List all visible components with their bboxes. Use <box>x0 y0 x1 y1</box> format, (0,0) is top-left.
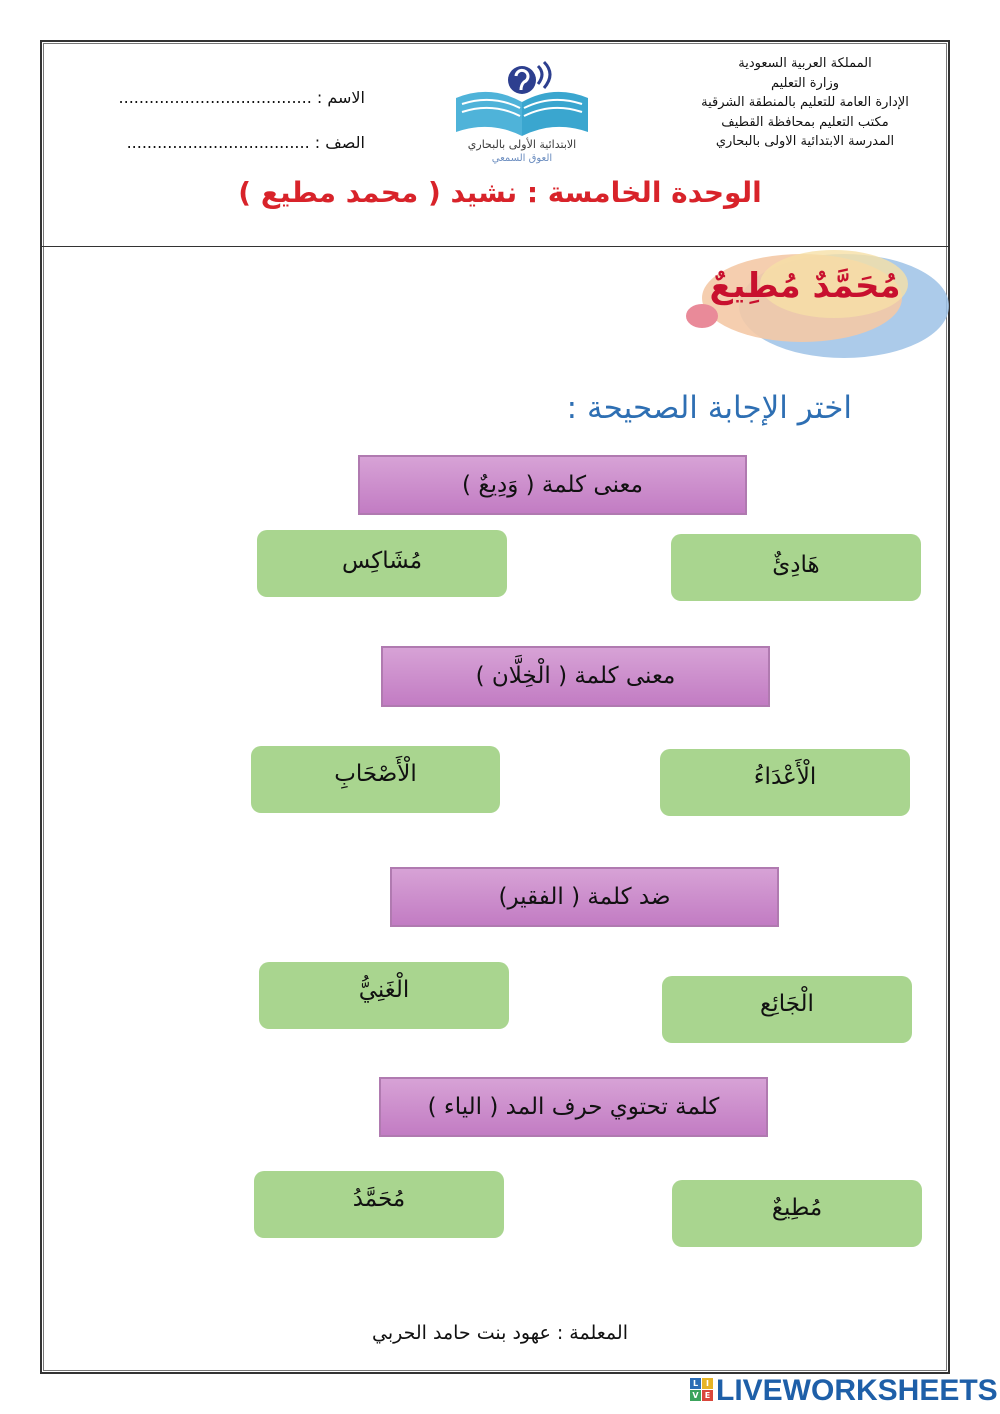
banner-title: مُحَمَّدٌ مُطِيعٌ <box>709 266 901 306</box>
question-4-prompt: كلمة تحتوي حرف المد ( الياء ) <box>379 1077 768 1137</box>
school-logo <box>452 58 592 164</box>
open-book-ear-icon <box>452 58 592 140</box>
question-2-option-2[interactable]: الْأَصْحَابِ <box>251 746 500 813</box>
liveworksheets-text: LIVEWORKSHEETS <box>716 1374 998 1407</box>
logo-letter-e: E <box>702 1390 713 1401</box>
question-1-prompt: معنى كلمة ( وَدِيعٌ ) <box>358 455 747 515</box>
ministry-line-directorate: الإدارة العامة للتعليم بالمنطقة الشرقية <box>701 95 909 110</box>
ministry-line-school: المدرسة الابتدائية الاولى بالبحاري <box>715 134 895 149</box>
question-3-option-2[interactable]: الْغَنِيُّ <box>259 962 509 1029</box>
question-3-option-1[interactable]: الْجَائِع <box>662 976 912 1043</box>
question-4-option-1[interactable]: مُطِيعٌ <box>672 1180 922 1247</box>
ministry-line-country: المملكة العربية السعودية <box>738 56 872 71</box>
class-label: الصف : <box>314 133 365 152</box>
instruction-heading: اختر الإجابة الصحيحة : <box>566 390 852 426</box>
question-2-option-1[interactable]: الْأَعْدَاءُ <box>660 749 910 816</box>
student-class-field[interactable] <box>127 133 365 152</box>
question-1-option-1[interactable]: هَادِئٌ <box>671 534 921 601</box>
logo-letter-v: V <box>690 1390 701 1401</box>
logo-letter-i: I <box>702 1378 713 1389</box>
ministry-header <box>660 54 950 152</box>
question-4-option-2[interactable]: مُحَمَّدُ <box>254 1171 504 1238</box>
logo-caption: الابتدائية الأولى بالبحاري <box>467 138 577 151</box>
ministry-line-ministry: وزارة التعليم <box>770 75 840 91</box>
ministry-line-office: مكتب التعليم بمحافظة القطيف <box>721 114 889 130</box>
name-label: الاسم : <box>316 88 365 107</box>
liveworksheets-logo-icon <box>690 1378 714 1402</box>
question-1-option-2[interactable]: مُشَاكِس <box>257 530 507 597</box>
liveworksheets-watermark <box>690 1374 998 1408</box>
question-3-prompt: ضد كلمة ( الفقير) <box>390 867 779 927</box>
name-dots: ...................................... <box>118 88 312 107</box>
logo-letter-l: L <box>690 1378 701 1389</box>
teacher-name: المعلمة : عهود بنت حامد الحربي <box>372 1322 628 1344</box>
question-2-prompt: معنى كلمة ( الْخِلَّان ) <box>381 646 770 707</box>
unit-title: الوحدة الخامسة : نشيد ( محمد مطيع ) <box>238 176 762 209</box>
class-dots: .................................... <box>126 133 310 152</box>
logo-subcaption: العوق السمعي <box>491 153 553 164</box>
student-name-field[interactable] <box>119 88 365 107</box>
